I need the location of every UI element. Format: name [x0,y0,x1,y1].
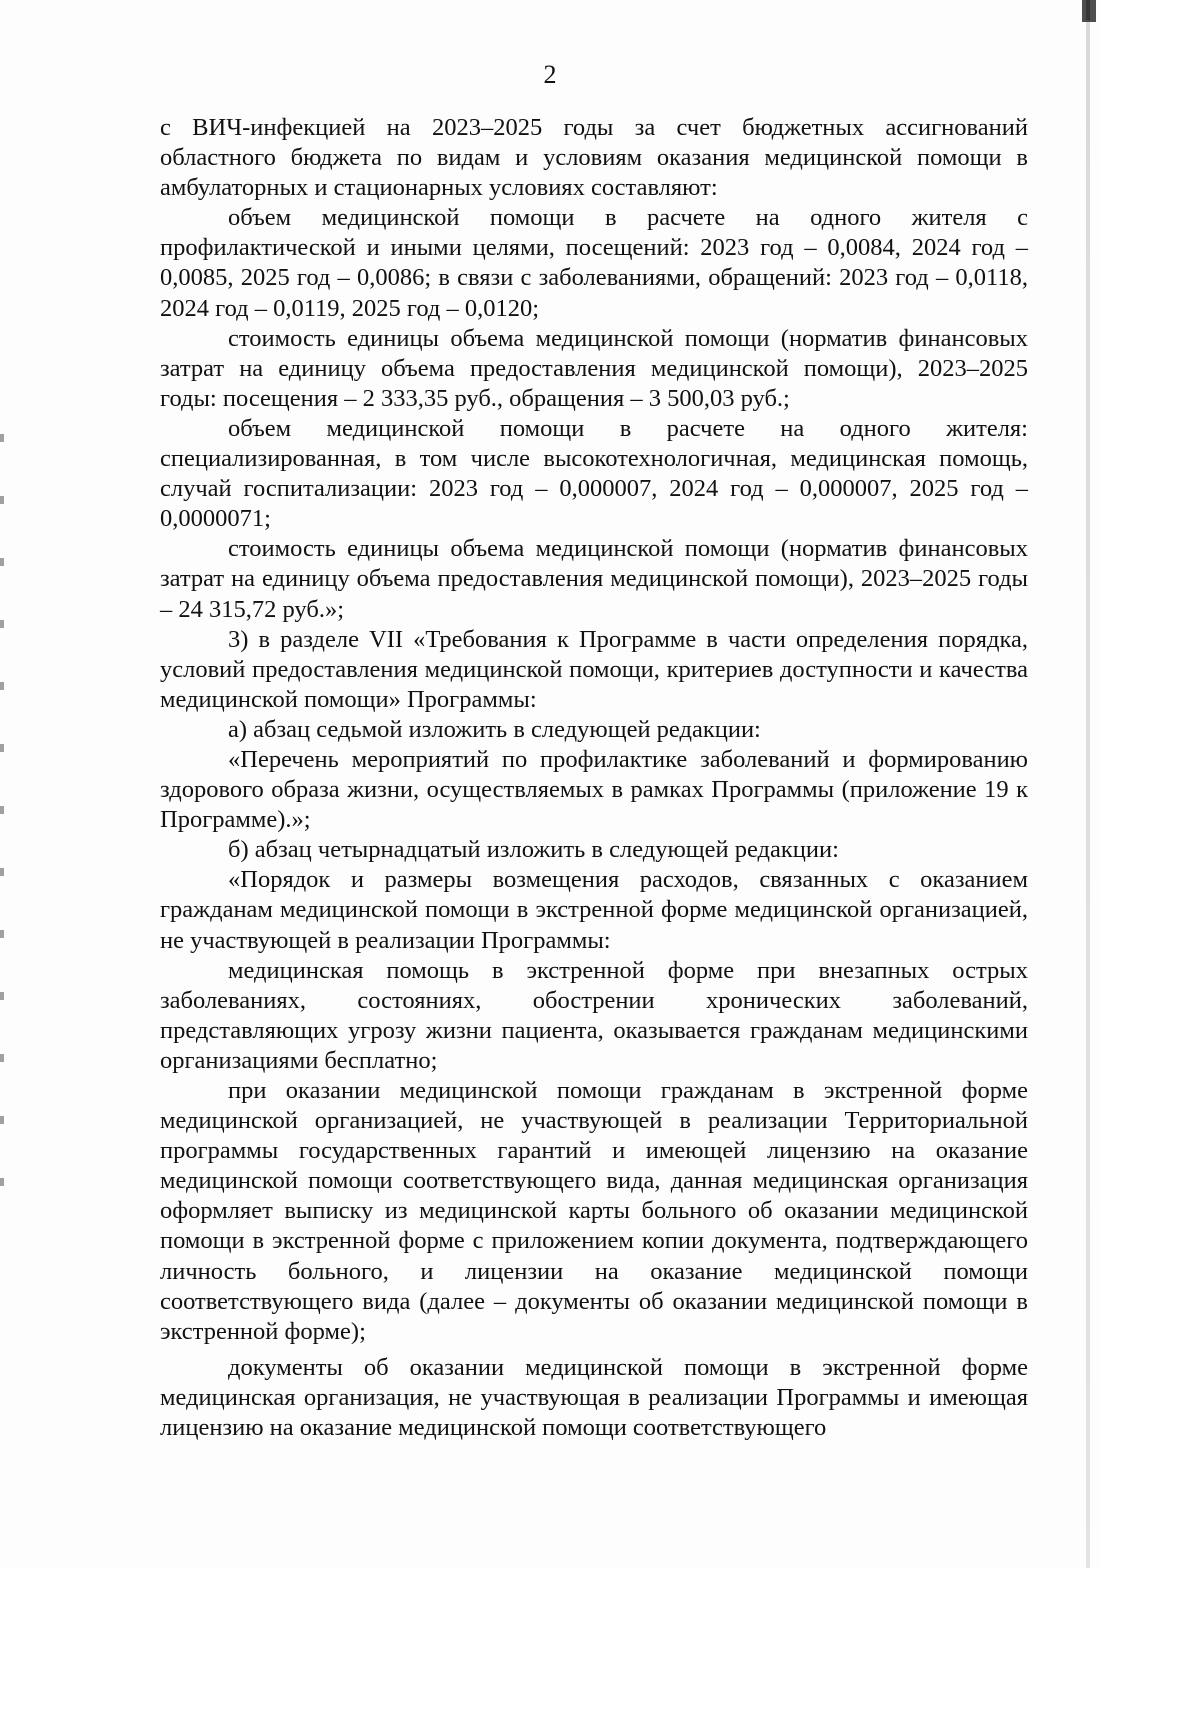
paragraph-volume-hospital: объем медицинской помощи в расчете на одного жителя: специализированная, в том числе высокотехнологичная, медицинская помощь, случай госпитализации: 2023 год – 0,000007, 2024 год – 0,000007, 2025 год – 0,0000071; [160,414,1028,533]
scan-corner-mark [1082,0,1096,22]
paragraph-cost-outpatient: стоимость единицы объема медицинской помощи (норматив финансовых затрат на единицу объема предоставления медицинской помощи), 2023–2025 годы: посещения – 2 333,35 руб., обращения – 3 500,03 руб.; [160,324,1028,412]
paragraph-continuation: с ВИЧ-инфекцией на 2023–2025 годы за счет бюджетных ассигнований областного бюджета по видам и условиям оказания медицинской помощи в амбулаторных и стационарных условиях составляют: [160,114,1028,202]
paragraph-prevention-list: «Перечень мероприятий по профилактике заболеваний и формированию здорового образа жизни, осуществляемых в рамках Программы (приложение 19 к Программе).»; [160,745,1028,834]
paragraph-documents-submission: документы об оказании медицинской помощи в экстренной форме медицинская организация, не участвующая в реализации Программы и имеющая лицензию на оказание медицинской помощи соответствующего [160,1353,1028,1442]
paragraph-emergency-free-care: медицинская помощь в экстренной форме при внезапных острых заболеваниях, состояниях, обострении хронических заболеваний, представляющих угрозу жизни пациента, оказывается гражданам медицинскими организациями бесплатно; [160,956,1028,1074]
paragraph-item-b: б) абзац четырнадцатый изложить в следующей редакции: [228,836,839,864]
paragraph-cost-hospital: стоимость единицы объема медицинской помощи (норматив финансовых затрат на единицу объема предоставления медицинской помощи), 2023–2025 годы – 24 315,72 руб.»; [160,535,1028,623]
paragraph-volume-outpatient: объем медицинской помощи в расчете на одного жителя с профилактической и иными целями, посещений: 2023 год – 0,0084, 2024 год – 0,0085, 2025 год – 0,0086; в связи с заболеваниями, обращений: 2023 год – 0,0118, 2024 год – 0,0119, 2025 год – 0,0120; [160,204,1028,322]
page-number: 2 [543,60,557,89]
document-body [160,113,1028,1443]
paragraph-reimbursement-order: «Порядок и размеры возмещения расходов, связанных с оказанием гражданам медицинской помощи в экстренной форме медицинской организацией, не участвующей в реализации Программы: [160,866,1028,954]
binding-hole-marks [0,380,4,1220]
paragraph-item-a: а) абзац седьмой изложить в следующей редакции: [228,715,761,743]
scan-edge-shadow [1086,0,1090,1568]
paragraph-emergency-documents: при оказании медицинской помощи гражданам в экстренной форме медицинской организацией, не участвующей в реализации Территориальной программы государственных гарантий и имеющей лицензию на оказание медицинской помощи соответствующего вида, данная медицинская организация оформляет выписку из медицинской карты больного об оказании медицинской помощи в экстренной форме с приложением копии документа, подтверждающего личность больного, и лицензии на оказание медицинской помощи соответствующего вида (далее – документы об оказании медицинской помощи в экстренной форме); [160,1077,1028,1345]
paragraph-section-vii: 3) в разделе VII «Требования к Программе в части определения порядка, условий предоставления медицинской помощи, критериев доступности и качества медицинской помощи» Программы: [160,625,1028,713]
